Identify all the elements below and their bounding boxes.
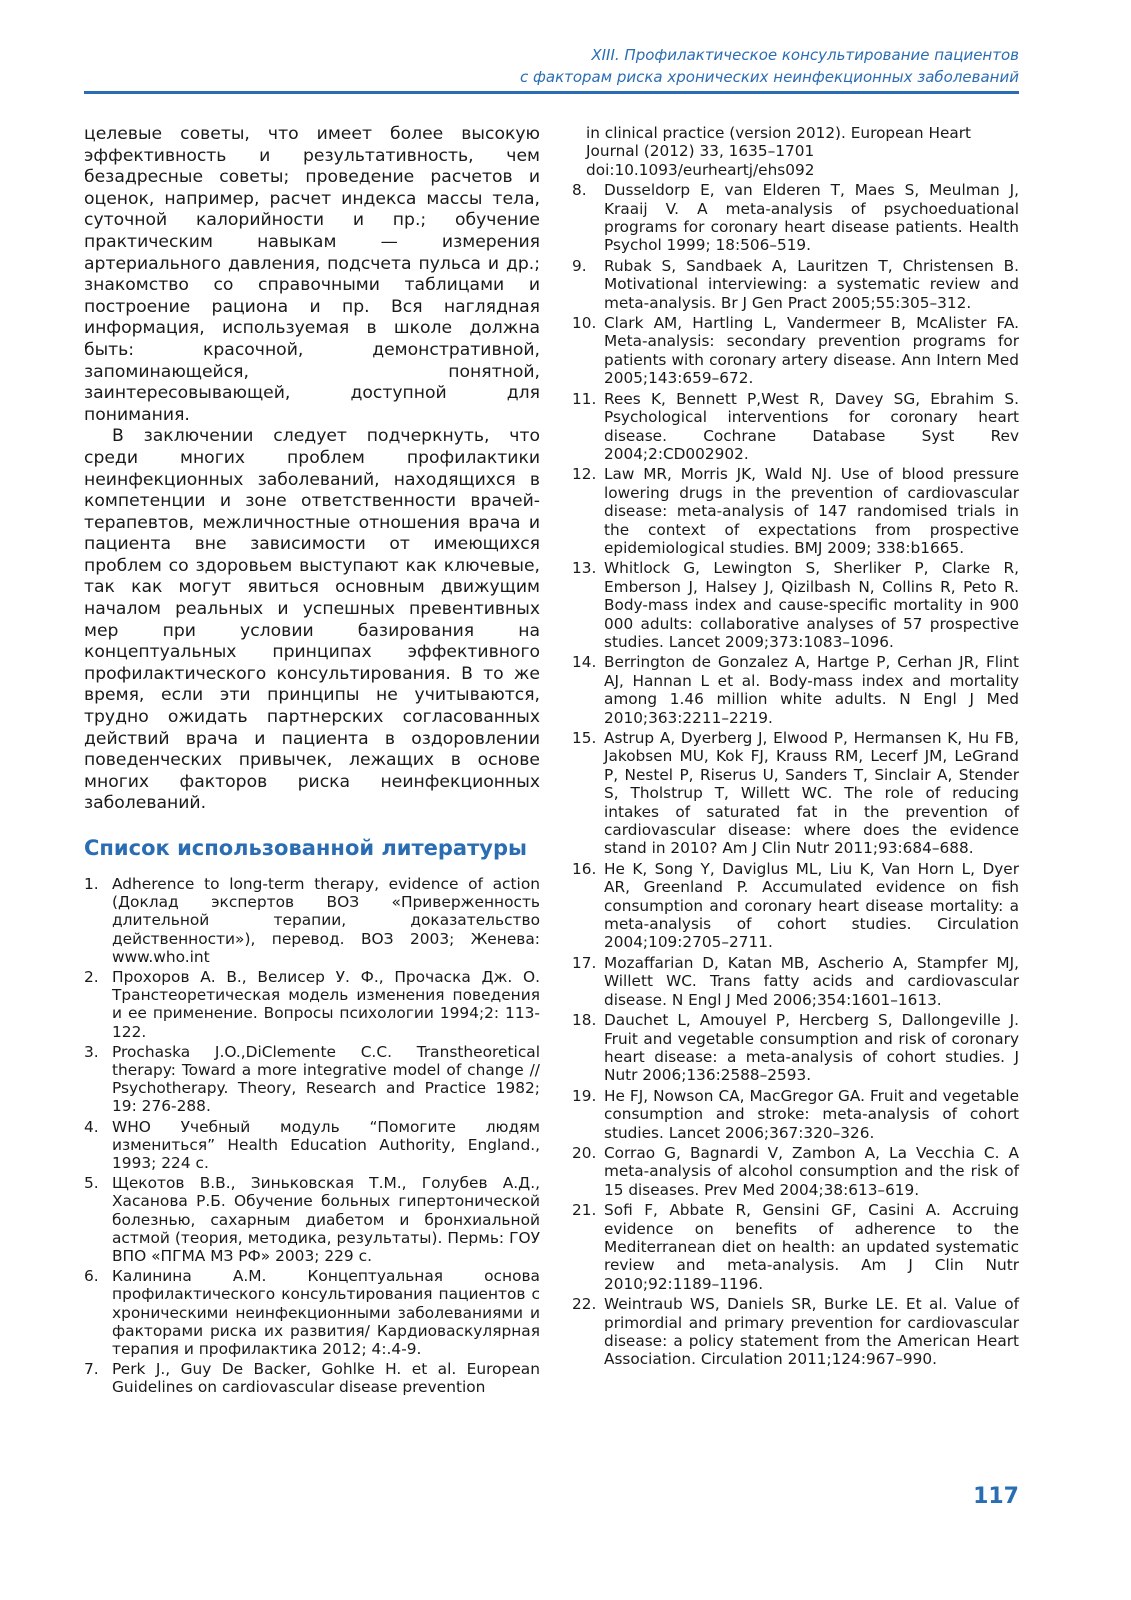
reference-number: 11.: [572, 389, 597, 408]
reference-item: [84, 875, 540, 966]
reference-text: Sofi F, Abbate R, Gensini GF, Casini A. Accruing evidence on benefits of adherence to the Mediterranean diet on health: an updated systematic review and meta-analysis. Am J Clin Nutr 2010;92:1189–1196.: [604, 1201, 1019, 1293]
reference-item: [84, 1043, 540, 1116]
reference-item: [572, 465, 1019, 557]
running-header-line-2: с факторам риска хронических неинфекционных заболеваний: [520, 68, 1019, 86]
reference-item: [572, 559, 1019, 651]
reference-number: 15.: [572, 729, 597, 747]
reference-text: Adherence to long-term therapy, evidence of action (Доклад экспертов ВОЗ «Приверженность длительной терапии, доказательство действенности»), перевод. ВОЗ 2003; Женева: www.who.int: [112, 875, 540, 966]
reference-item: [572, 1201, 1019, 1293]
reference-list-right: [572, 181, 1019, 1369]
reference-item: [572, 1144, 1019, 1199]
reference-item: [572, 1011, 1019, 1085]
reference-number: 2.: [84, 968, 99, 987]
reference-item: [84, 1118, 540, 1173]
reference-text: Berrington de Gonzalez A, Hartge P, Cerhan JR, Flint AJ, Hannan L et al. Body-mass index and mortality among 1.46 million white adults. N Engl J Med 2010;363:2211–2219.: [604, 653, 1019, 727]
reference-number: 14.: [572, 653, 597, 672]
reference-text: Rubak S, Sandbaek A, Lauritzen T, Christensen B. Motivational interviewing: a systematic review and meta-analysis. Br J Gen Pract 2005;55:305–312.: [604, 256, 1019, 312]
reference-text: Whitlock G, Lewington S, Sherliker P, Clarke R, Emberson J, Halsey J, Qizilbash N, Collins R, Peto R. Body-mass index and cause-specific mortality in 900 000 adults: collaborative analyses of 57 prospective studies. Lancet 2009;373:1083–1096.: [604, 559, 1019, 651]
reference-item: [572, 954, 1019, 1009]
reference-item: [84, 968, 540, 1041]
references-heading: Список использованной литературы: [84, 836, 527, 860]
reference-list-left: [84, 875, 540, 1397]
reference-text: Mozaffarian D, Katan MB, Ascherio A, Stampfer MJ, Willett WC. Trans fatty acids and cardiovascular disease. N Engl J Med 2006;354:1601–1613.: [604, 953, 1019, 1009]
reference-number: 5.: [84, 1174, 99, 1193]
reference-item: [572, 729, 1019, 858]
reference-number: 3.: [84, 1042, 99, 1061]
reference-number: 18.: [572, 1011, 597, 1030]
reference-number: 12.: [572, 465, 597, 484]
reference-text: Perk J., Guy De Backer, Gohlke H. et al. European Guidelines on cardiovascular disease prevention: [112, 1360, 540, 1397]
reference-number: 4.: [84, 1117, 99, 1136]
reference-number: 21.: [572, 1201, 597, 1220]
reference-text: Rees K, Bennett P,West R, Davey SG, Ebrahim S. Psychological interventions for coronary heart disease. Cochrane Database Syst Rev 2004;2:CD002902.: [604, 389, 1019, 463]
running-header-line-1: XIII. Профилактическое консультирование пациентов: [591, 46, 1019, 64]
reference-item: [84, 1267, 540, 1358]
reference-item: [572, 314, 1019, 388]
header-rule: [84, 91, 1019, 94]
reference-number: 20.: [572, 1143, 597, 1162]
reference-item: [572, 653, 1019, 727]
reference-item: [572, 1295, 1019, 1369]
right-column: [572, 124, 1019, 1371]
reference-number: 1.: [84, 875, 99, 893]
reference-number: 17.: [572, 953, 597, 972]
reference-number: 22.: [572, 1295, 597, 1314]
reference-text: Prochaska J.O.,DiClemente C.C. Transtheoretical therapy: Toward a more integrative model of change // Psychotherapy. Theory, Research and Practice 1982; 19: 276-288.: [112, 1042, 540, 1116]
reference-text: Weintraub WS, Daniels SR, Burke LE. Et al. Value of primordial and primary prevention for cardiovascular disease: a policy statement from the American Heart Association. Circulation 2011;124:967–990.: [604, 1295, 1019, 1369]
reference-text: Щекотов В.В., Зиньковская Т.М., Голубев А.Д., Хасанова Р.Б. Обучение больных гипертонической болезнью, сахарным диабетом и бронхиальной астмой (теория, методика, результаты). Пермь: ГОУ ВПО «ПГМА МЗ РФ» 2003; 229 с.: [112, 1174, 540, 1266]
reference-number: 6.: [84, 1267, 99, 1286]
reference-text: Clark AM, Hartling L, Vandermeer B, McAlister FA. Meta-analysis: secondary prevention programs for patients with coronary artery disease. Ann Intern Med 2005;143:659–672.: [604, 314, 1019, 388]
reference-continuation: in clinical practice (version 2012). European Heart Journal (2012) 33, 1635–1701 doi:10.1093/eurheartj/ehs092: [586, 124, 972, 179]
reference-text: WHO Учебный модуль “Помогите людям измениться” Health Education Authority, England., 1993; 224 с.: [112, 1117, 540, 1173]
reference-number: 9.: [572, 256, 587, 275]
reference-text: Corrao G, Bagnardi V, Zambon A, La Vecchia C. A meta-analysis of alcohol consumption and the risk of 15 diseases. Prev Med 2004;38:613–619.: [604, 1143, 1019, 1199]
reference-text: Dusseldorp E, van Elderen T, Maes S, Meulman J, Kraaij V. A meta-analysis of psychoeduational programs for coronary heart disease patients. Health Psychol 1999; 18:506–519.: [604, 181, 1019, 255]
reference-number: 10.: [572, 314, 597, 333]
reference-text: Прохоров А. В., Велисер У. Ф., Прочаска Дж. О. Транстеоретическая модель изменения поведения и ее применение. Вопросы психологии 1994;2: 113-122.: [112, 968, 540, 1041]
reference-text: Dauchet L, Amouyel P, Hercberg S, Dallongeville J. Fruit and vegetable consumption and risk of coronary heart disease: a meta-analysis of cohort studies. J Nutr 2006;136:2588–2593.: [604, 1011, 1019, 1085]
body-paragraph-1: целевые советы, что имеет более высокую эффективность и результативность, чем безадресные советы; проведение расчетов и оценок, например, расчет индекса массы тела, суточной калорийности и пр.; обучение практическим навыкам — измерения артериального давления, подсчета пульса и др.; знакомство со справочными таблицами и построение рациона и пр. Вся наглядная информация, используемая в школе должна быть: красочной, демонстративной, запоминающейся, понятной, заинтересовывающей, доступной для понимания.: [84, 124, 540, 425]
reference-text: He K, Song Y, Daviglus ML, Liu K, Van Horn L, Dyer AR, Greenland P. Accumulated evidence on fish consumption and coronary heart disease mortality: a meta-analysis of cohort studies. Circulation 2004;109:2705–2711.: [604, 859, 1019, 952]
reference-number: 7.: [84, 1360, 99, 1379]
reference-item: [84, 1174, 540, 1265]
left-column: [84, 124, 540, 1399]
reference-number: 8.: [572, 181, 587, 200]
reference-text: Калинина А.М. Концептуальная основа профилактического консультирования пациентов с хроническими неинфекционными заболеваниями и факторами риска их развития/ Кардиоваскулярная терапия и профилактика 2012; 4:.4-9.: [112, 1267, 540, 1359]
reference-item: [572, 1087, 1019, 1142]
reference-text: Astrup A, Dyerberg J, Elwood P, Hermansen K, Hu FB, Jakobsen MU, Kok FJ, Krauss RM, Lecerf JM, LeGrand P, Nestel P, Riserus U, Sanders T, Sinclair A, Stender S, Tholstrup T, Willett WC. The role of reducing intakes of saturated fat in the prevention of cardiovascular disease: where does the evidence stand in 2010? Am J Clin Nutr 2011;93:684–688.: [604, 729, 1019, 858]
reference-item: [572, 181, 1019, 255]
reference-text: Law MR, Morris JK, Wald NJ. Use of blood pressure lowering drugs in the prevention of cardiovascular disease: meta-analysis of 147 randomised trials in the context of expectations from prospective epidemiological studies. BMJ 2009; 338:b1665.: [604, 465, 1019, 557]
reference-number: 16.: [572, 859, 597, 878]
reference-item: [572, 390, 1019, 464]
reference-number: 19.: [572, 1086, 597, 1105]
reference-item: [84, 1360, 540, 1396]
reference-number: 13.: [572, 559, 597, 578]
reference-text: He FJ, Nowson CA, MacGregor GA. Fruit and vegetable consumption and stroke: meta-analysis of cohort studies. Lancet 2006;367:320–326.: [604, 1086, 1019, 1142]
page-number: 117: [973, 1484, 1019, 1509]
reference-item: [572, 257, 1019, 312]
running-header: [59, 44, 1019, 88]
body-paragraph-2: В заключении следует подчеркнуть, что среди многих проблем профилактики неинфекционных заболеваний, находящихся в компетенции и зоне ответственности врачей-терапевтов, межличностные отношения врача и пациента вне зависимости от имеющихся проблем со здоровьем выступают как ключевые, так как могут явиться основным движущим началом реальных и успешных превентивных мер при условии базирования на концептуальных принципах эффективного профилактического консультирования. В то же время, если эти принципы не учитываются, трудно ожидать партнерских согласованных действий врача и пациента в оздоровлении поведенческих привычек, лежащих в основе многих факторов риска неинфекционных заболеваний.: [84, 426, 540, 814]
reference-item: [572, 860, 1019, 952]
